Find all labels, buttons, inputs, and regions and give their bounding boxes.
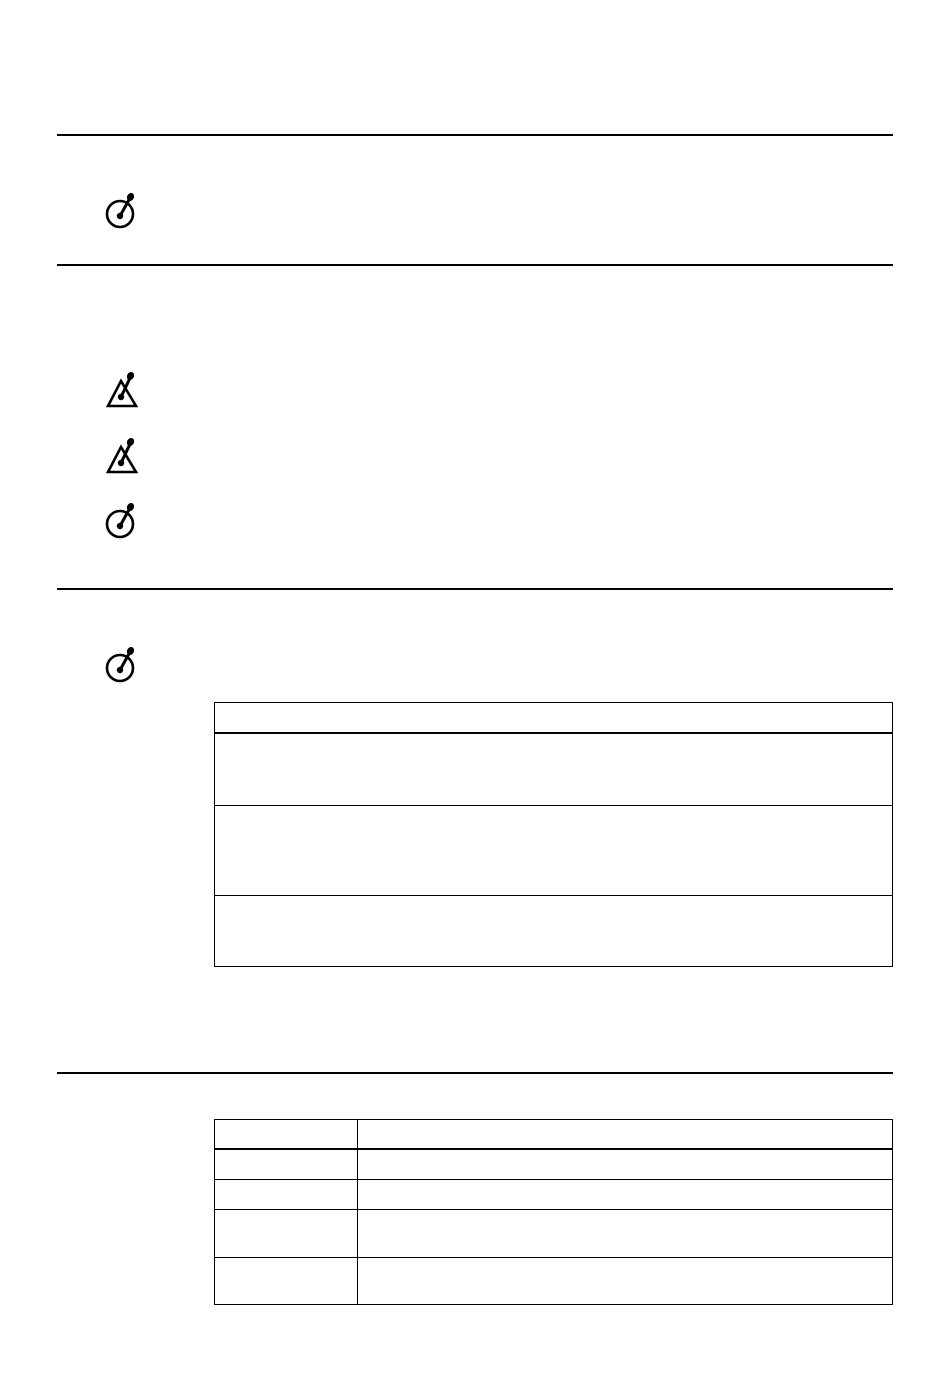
section-rule-3 [57,588,893,590]
table-cell [358,1180,892,1209]
table-cell [358,1120,892,1148]
table-cell [215,734,892,805]
table-row [215,896,892,966]
caution-icon [104,436,138,476]
caution-icon [104,370,138,410]
table-cell [358,1258,892,1304]
section-rule-2 [57,264,893,266]
table-row [215,1210,892,1258]
table-cell [215,1180,357,1209]
note-icon [104,502,138,542]
section-rule-1 [57,134,893,136]
table-row [215,734,892,806]
table-cell [215,1150,357,1179]
table-2 [214,1119,893,1305]
table-cell [358,1210,892,1257]
table-cell [215,896,892,966]
note-icon [104,646,138,686]
table-header-row [215,703,892,734]
table-row [215,1258,892,1304]
table-row [215,1150,892,1180]
table-row [215,806,892,896]
table-cell [215,806,892,895]
table-1 [214,702,893,967]
table-cell [215,1258,357,1304]
table-cell [215,1120,357,1148]
note-icon [104,192,138,232]
table-header-row [215,1120,892,1150]
table-row [215,1180,892,1210]
table-cell [215,1210,357,1257]
table-cell [215,703,892,732]
section-rule-4 [57,1072,893,1074]
table-cell [358,1150,892,1179]
